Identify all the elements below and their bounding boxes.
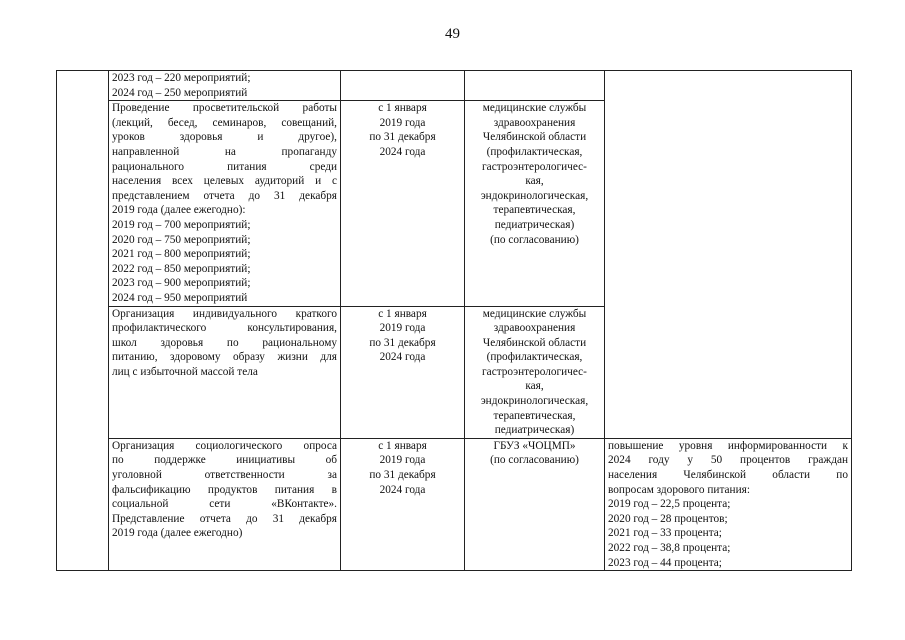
measure-cell [109, 101, 341, 306]
period-cell [341, 101, 465, 306]
executor-line: эндокринологическая, [480, 395, 589, 408]
measure-line: 2023 год – 220 мероприятий; [112, 72, 251, 84]
result-line: 2021 год – 33 процента; [608, 527, 722, 540]
executor-line: кая, [525, 380, 544, 393]
executor-line: здравоохранения [493, 322, 576, 335]
executor-line: Челябинской области [482, 336, 587, 349]
period-line: с 1 января [378, 102, 427, 115]
measure-line: 2019 года (далее ежегодно): [112, 204, 246, 217]
measure-line: 2024 год – 950 мероприятий [112, 291, 248, 304]
measure-line: 2019 года (далее ежегодно) [112, 527, 243, 540]
executor-cell [465, 71, 605, 101]
measure-line: 2019 год – 700 мероприятий; [112, 218, 251, 231]
executor-line: медицинские службы [482, 102, 587, 115]
measure-line: Организация социологического опроса [112, 439, 337, 452]
executor-line: ГБУЗ «ЧОЦМП» [493, 439, 576, 452]
table-row [57, 438, 852, 570]
measure-line: Организация индивидуального краткого [112, 307, 337, 320]
result-cell [605, 438, 852, 570]
result-line: вопросам здорового питания: [608, 483, 750, 496]
executor-line: терапевтическая, [493, 204, 576, 217]
period-line: 2024 года [379, 145, 426, 158]
measure-line: Проведение просветительской работы [112, 102, 337, 115]
executor-line: педиатрическая) [494, 424, 575, 437]
period-line: с 1 января [378, 439, 427, 452]
measure-line: уроков здоровья и другое), [112, 131, 337, 144]
measure-line: школ здоровья по рациональному [112, 336, 337, 349]
measure-line: уголовной ответственности за [112, 469, 337, 482]
measure-line: направленной на пропаганду [112, 145, 337, 158]
result-cell [605, 71, 852, 439]
result-line: 2020 год – 28 процентов; [608, 512, 728, 525]
period-line: по 31 декабря [369, 469, 436, 482]
measure-line: рационального питания среди [112, 160, 337, 173]
period-cell [341, 306, 465, 438]
measure-line: (лекций, бесед, семинаров, совещаний, [112, 116, 337, 129]
measures-table [56, 70, 852, 571]
executor-line: гастроэнтерологичес- [482, 365, 587, 378]
period-line: 2024 года [379, 483, 426, 496]
executor-cell [465, 101, 605, 306]
executor-line: (профилактическая, [486, 145, 583, 158]
executor-line: (профилактическая, [486, 351, 583, 364]
measure-line: фальсификацию продуктов питания в [112, 483, 337, 496]
executor-line: гастроэнтерологичес- [482, 160, 587, 173]
result-line: повышение уровня информированности к [608, 439, 848, 452]
executor-cell [465, 438, 605, 570]
executor-line: (по согласованию) [490, 454, 579, 467]
page-number: 49 [445, 26, 460, 42]
period-cell [341, 438, 465, 570]
period-line: по 31 декабря [369, 131, 436, 144]
period-line: 2019 года [379, 116, 426, 129]
measure-cell [109, 306, 341, 438]
measure-line: социальной сети «ВКонтакте». [112, 498, 337, 511]
period-line: 2019 года [379, 322, 426, 335]
executor-line: эндокринологическая, [480, 189, 589, 202]
executor-line: здравоохранения [493, 116, 576, 129]
measure-line: питанию, здоровому образу жизни для [112, 351, 337, 364]
result-line: 2022 год – 38,8 процента; [608, 542, 731, 554]
executor-line: медицинские службы [482, 307, 587, 320]
executor-line: терапевтическая, [493, 409, 576, 422]
measure-line: населения всех целевых аудиторий и с [112, 175, 337, 188]
measure-line: 2020 год – 750 мероприятий; [112, 233, 251, 246]
measure-line: 2024 год – 250 мероприятий [112, 86, 248, 99]
executor-line: педиатрическая) [494, 218, 575, 231]
measure-line: 2022 год – 850 мероприятий; [112, 262, 251, 275]
period-cell [341, 71, 465, 101]
executor-line: (по согласованию) [490, 233, 579, 246]
measure-line: лиц с избыточной массой тела [112, 365, 258, 378]
measure-cell [109, 71, 341, 101]
measure-line: Представление отчета до 31 декабря [112, 512, 337, 525]
measure-line: представлением отчета до 31 декабря [112, 189, 337, 202]
period-line: 2019 года [379, 454, 426, 467]
period-line: с 1 января [378, 307, 427, 320]
result-line: 2024 году у 50 процентов граждан [608, 454, 848, 467]
measure-cell [109, 438, 341, 570]
result-line: 2023 год – 44 процента; [608, 556, 722, 569]
result-line: 2019 год – 22,5 процента; [608, 498, 731, 511]
executor-line: кая, [525, 175, 544, 188]
measure-line: 2021 год – 800 мероприятий; [112, 248, 251, 261]
period-line: по 31 декабря [369, 336, 436, 349]
period-line: 2024 года [379, 351, 426, 364]
measure-line: по поддержке инициативы об [112, 454, 337, 467]
table-row [57, 71, 852, 101]
result-line: населения Челябинской области по [608, 469, 848, 482]
executor-cell [465, 306, 605, 438]
executor-line: Челябинской области [482, 131, 587, 144]
measure-line: профилактического консультирования, [112, 322, 337, 335]
measure-line: 2023 год – 900 мероприятий; [112, 277, 251, 290]
number-cell [57, 71, 109, 571]
